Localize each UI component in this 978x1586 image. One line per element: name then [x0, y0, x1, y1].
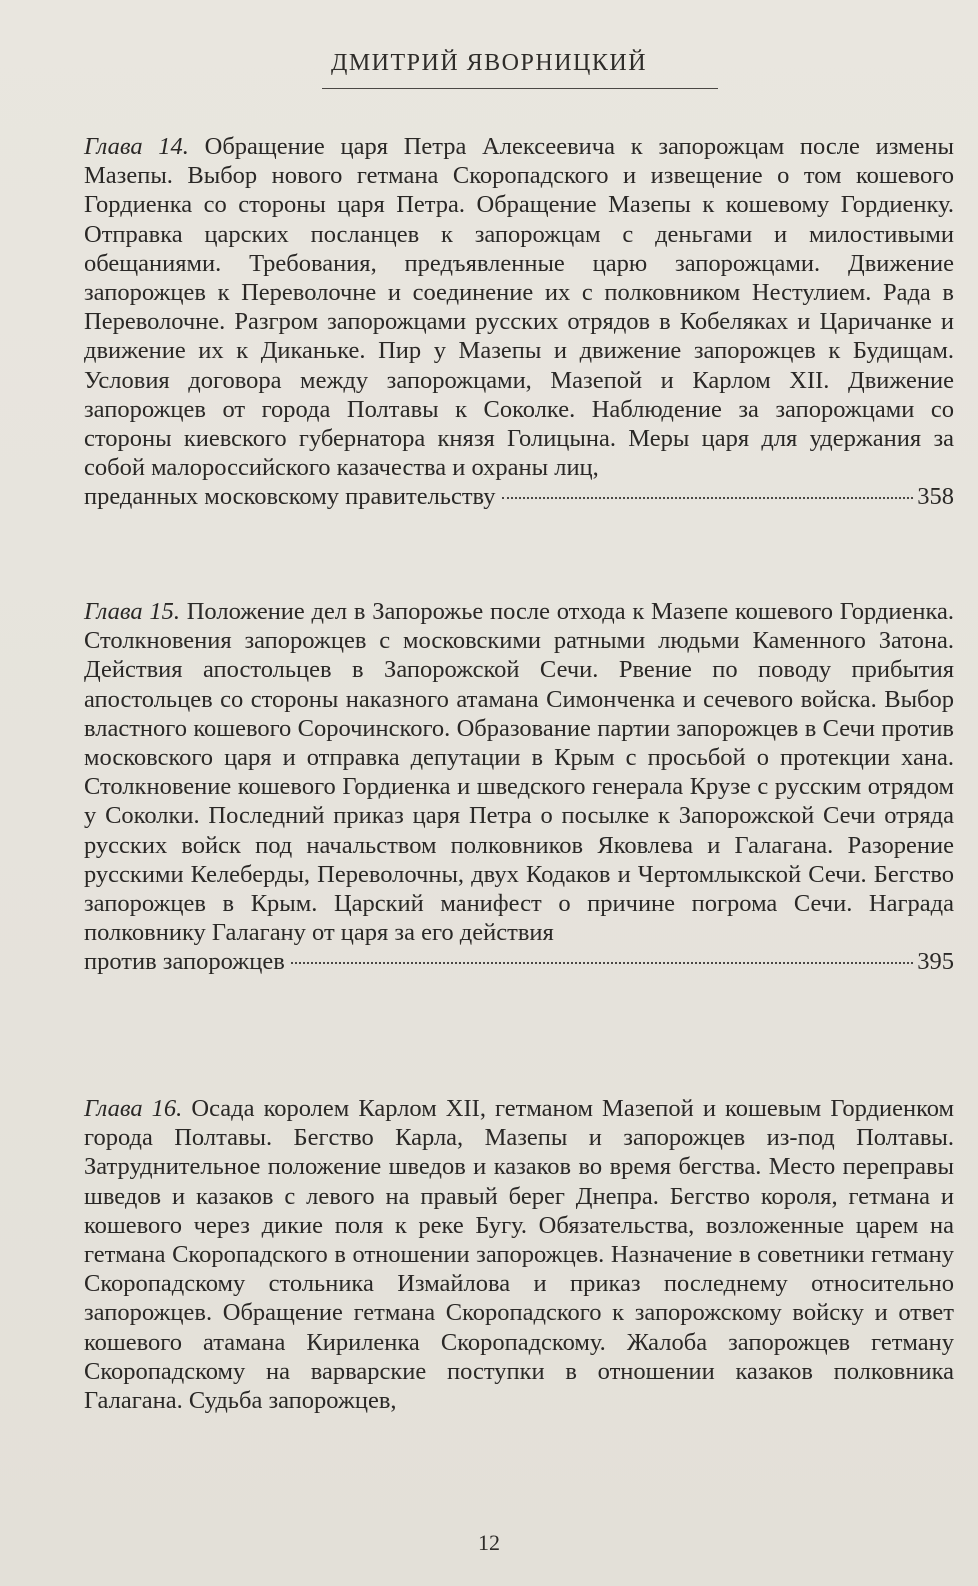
running-head: ДМИТРИЙ ЯВОРНИЦКИЙ [330, 50, 648, 76]
page-number: 12 [478, 1530, 500, 1555]
toc-page-number: 358 [917, 483, 954, 511]
chapter-16-entry [84, 1094, 954, 1415]
toc-leader-line [84, 947, 954, 976]
dot-leader [291, 962, 913, 964]
chapter-summary: Обращение царя Петра Алексеевича к запорожцам после измены Мазепы. Выбор нового гетмана Скоропадского и извещение о том кошевого Гордиенка со стороны царя Петра. Обращение Мазепы к кошевому Гордиенку. Отправка царских посланцев к запорожцам с деньгами и милостивыми обещаниями. Требования, предъявленные царю запорожцами. Движение запорожцев к Переволочне и соединение их с полковником Нестулием. Рада в Переволочне. Разгром запорожцами русских отрядов в Кобеляках и Царичанке и движение их к Диканьке. Пир у Мазепы и движение запорожцев к Будищам. Условия договора между запорожцами, Мазепой и Карлом XII. Движение запорожцев от города Полтавы к Соколке. Наблюдение за запорожцами со стороны киевского губернатора князя Голицына. Меры царя для удержания за собой малороссийского казачества и охраны лиц, [84, 133, 954, 482]
chapter-15-entry [84, 597, 954, 977]
toc-leader-line [84, 482, 954, 511]
toc-page-number: 395 [917, 948, 954, 976]
chapter-label: Глава 14. [84, 133, 189, 160]
chapter-14-entry [84, 132, 954, 512]
chapter-summary: Осада королем Карлом XII, гетманом Мазепой и кошевым Гордиенком города Полтавы. Бегство Карла, Мазепы и запорожцев из-под Полтавы. Затруднительное положение шведов и казаков во время бегства. Место переправы шведов и казаков с левого на правый берег Днепра. Бегство короля, гетмана и кошевого через дикие поля к реке Бугу. Обязательства, возложенные царем на гетмана Скоропадского в отношении запорожцев. Назначение в советники гетману Скоропадскому стольника Измайлова и приказ последнему относительно запорожцев. Обращение гетмана Скоропадского к запорожскому войску и ответ кошевого атамана Кириленка Скоропадскому. Жалоба запорожцев гетману Скоропадскому на варварские поступки в отношении казаков полковника Галагана. Судьба запорожцев, [84, 1095, 955, 1415]
chapter-summary-end: против запорожцев [84, 948, 285, 976]
chapter-summary-end: преданных московскому правительству [84, 483, 496, 511]
chapter-summary: Положение дел в Запорожье после отхода к Мазепе кошевого Гордиенка. Столкновения запорожцев с московскими ратными людьми Каменного Затона. Действия апостольцев в Запорожской Сечи. Рвение по поводу прибытия апостольцев со стороны наказного атамана Симонченка и сечевого войска. Выбор властного кошевого Сорочинского. Образование партии запорожцев в Сечи против московского царя и отправка депутации в Крым с просьбой о протекции хана. Столкновение кошевого Гордиенка и шведского генерала Крузе с русским отрядом у Соколки. Последний приказ царя Петра о посылке к Запорожской Сечи отряда русских войск под начальством полковников Яковлева и Галагана. Разорение русскими Келеберды, Переволочны, двух Кодаков и Чертомлыкской Сечи. Бегство запорожцев в Крым. Царский манифест о причине погрома Сечи. Награда полковнику Галагану от царя за его действия [84, 598, 954, 947]
chapter-label: Глава 15. [84, 598, 180, 625]
dot-leader [502, 497, 914, 499]
chapter-label: Глава 16. [84, 1095, 183, 1122]
running-head-rule [322, 88, 718, 89]
